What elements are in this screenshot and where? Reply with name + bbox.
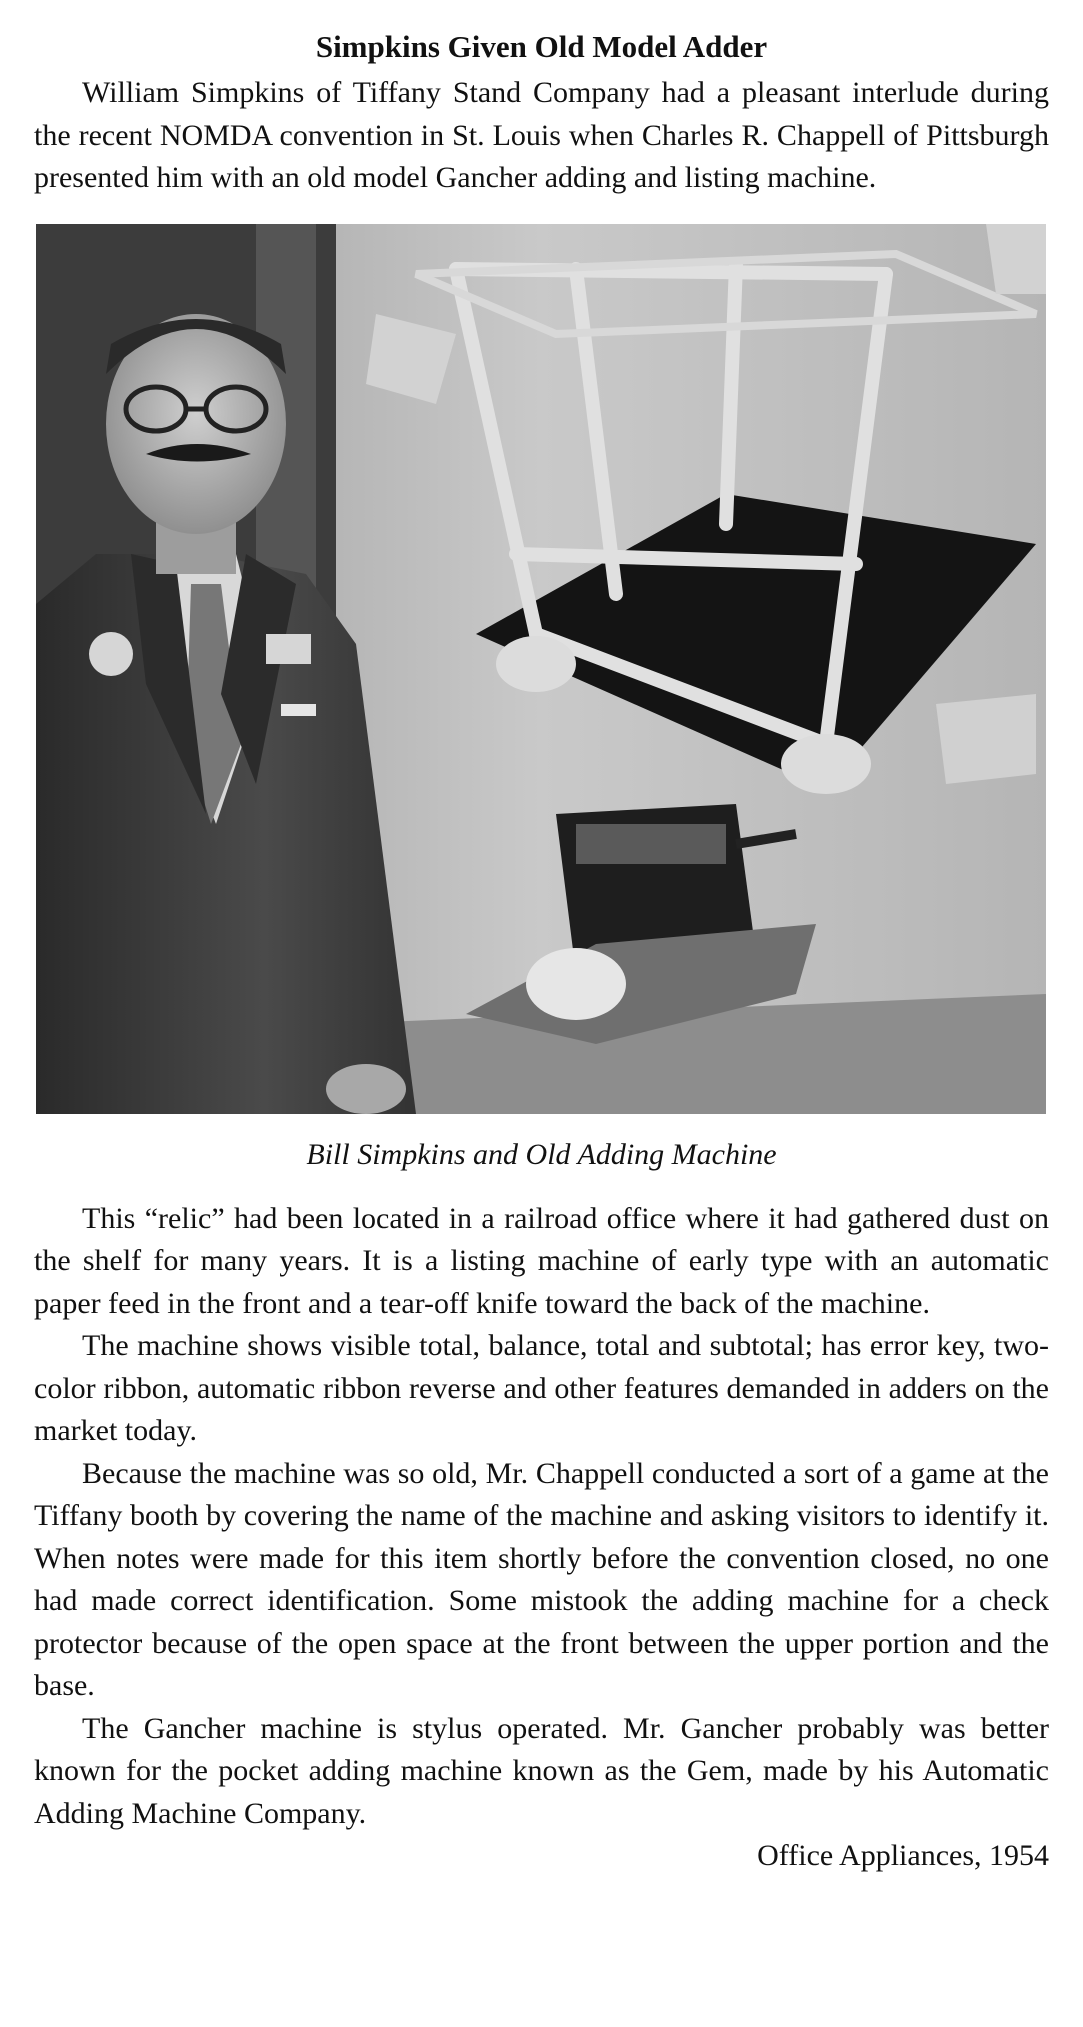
article-photo	[36, 224, 1046, 1114]
article	[34, 26, 1049, 1877]
article-title: Simpkins Given Old Model Adder	[315, 29, 768, 64]
body-paragraph: This “relic” had been located in a railroad office where it had gathered dust on the shelf for many years. It is a listing machine of early type with an automatic paper feed in the front and a tear-off knife toward the back of the machine.	[34, 1201, 1049, 1320]
lead-paragraph: William Simpkins of Tiffany Stand Company had a pleasant interlude during the recent NOMDA convention in St. Louis when Charles R. Chappell of Pittsburgh presented him with an old model Gancher adding and listing machine.	[34, 76, 1049, 194]
body-paragraph: The Gancher machine is stylus operated. Mr. Gancher probably was better known for the pocket adding machine known as the Gem, made by his Automatic Adding Machine Company.	[34, 1711, 1049, 1830]
photo-caption: Bill Simpkins and Old Adding Machine	[306, 1137, 777, 1171]
photograph-man-with-adding-machine-icon	[36, 224, 1046, 1114]
body-paragraph: Because the machine was so old, Mr. Chappell conducted a sort of a game at the Tiffany booth by covering the name of the machine and asking visitors to identify it. When notes were made for this item shortly before the convention closed, no one had made correct identification. Some mistook the adding machine for a check protector because of the open space at the front between the upper portion and the base.	[34, 1456, 1049, 1702]
source-citation: Office Appliances, 1954	[757, 1839, 1049, 1872]
body-paragraph: The machine shows visible total, balance, total and subtotal; has error key, two-color ribbon, automatic ribbon reverse and other features demanded in adders on the market today.	[34, 1329, 1049, 1447]
